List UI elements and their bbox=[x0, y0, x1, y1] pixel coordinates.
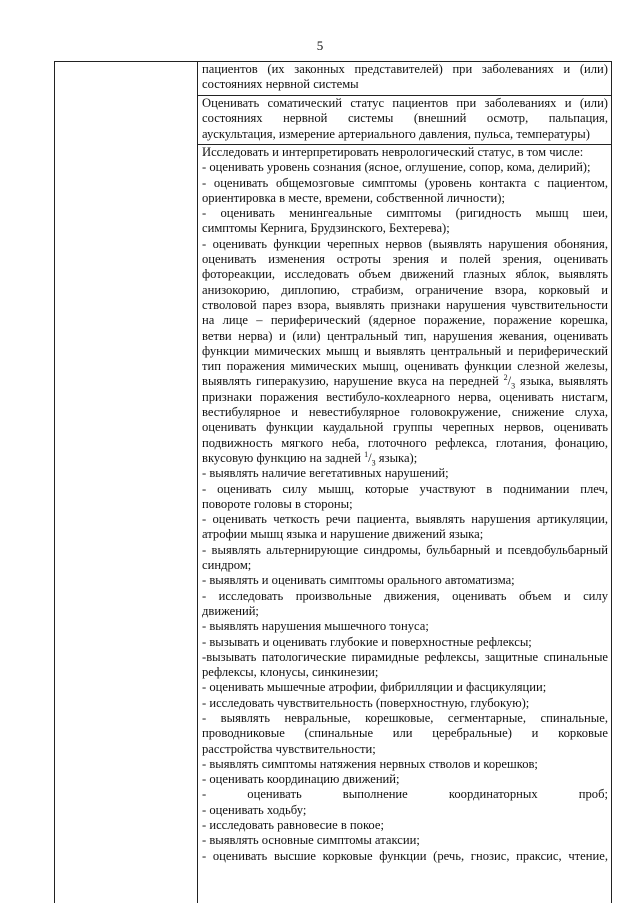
row3-line: ветви нерва) и (или) центральный тип, нарушения жевания, оценивать bbox=[202, 328, 608, 343]
row3-block-c bbox=[202, 466, 608, 864]
row3-line: ориентировка в месте, времени, собственной личности); bbox=[202, 190, 505, 205]
row3-line: - исследовать чувствительность (поверхностную, глубокую); bbox=[202, 695, 530, 710]
row3-line: - выявлять и оценивать симптомы орального автоматизма; bbox=[202, 573, 515, 588]
row3-line: проводниковые (спинальные или церебральные) и корковые bbox=[202, 726, 608, 741]
row3-line: - исследовать равновесие в покое; bbox=[202, 818, 384, 833]
row3-line: на лице – периферический (ядерное поражение, поражение корешка, bbox=[202, 313, 608, 328]
row3-line: - оценивать четкость речи пациента, выявлять нарушения артикуляции, bbox=[202, 512, 608, 527]
row3-line: расстройства чувствительности; bbox=[202, 741, 376, 756]
table-row-3 bbox=[198, 145, 612, 864]
table-row-1 bbox=[198, 62, 612, 96]
row3-fraction-line-1: выявлять гиперакузию, нарушение вкуса на передней $^2/_3$ языка, выявлять bbox=[202, 373, 608, 391]
row3-line: - оценивать функции черепных нервов (выявлять нарушения обоняния, bbox=[202, 236, 608, 251]
row3-line: оценивать функции каудальной группы черепных нервов, оценивать bbox=[202, 420, 608, 435]
row3-line: фотореакции, исследовать объем движений глазных яблок, выявлять bbox=[202, 267, 608, 282]
row3-line: - оценивать координацию движений; bbox=[202, 772, 400, 787]
row3-line: - оценивать менингеальные симптомы (ригидность мышц шеи, bbox=[202, 206, 608, 221]
row1-line: состояниях нервной системы bbox=[202, 77, 359, 92]
row3-line: синдром; bbox=[202, 558, 252, 573]
fraction-line-1-pre: выявлять гиперакузию, нарушение вкуса на передней bbox=[202, 374, 504, 389]
fraction-1-denominator: 3 bbox=[511, 381, 516, 391]
row3-line: подвижность мягкого неба, глоточного рефлекса, глотания, фонацию, bbox=[202, 435, 608, 450]
row3-line: - оценивать уровень сознания (ясное, оглушение, сопор, кома, делирий); bbox=[202, 160, 591, 175]
row2-line: аускультация, измерение артериального давления, пульса, температуры) bbox=[202, 126, 590, 141]
fraction-line-1-post: языка, выявлять bbox=[515, 374, 608, 389]
row3-line: Исследовать и интерпретировать неврологический статус, в том числе: bbox=[202, 145, 584, 159]
row3-line: симптомы Кернига, Брудзинского, Бехтерева); bbox=[202, 221, 450, 236]
row3-line: - выявлять основные симптомы атаксии; bbox=[202, 833, 420, 848]
row3-line: - оценивать мышечные атрофии, фибрилляции и фасцикуляции; bbox=[202, 680, 547, 695]
row3-fraction-line-2: вкусовую функцию на задней $^1/_3$ языка); bbox=[202, 449, 418, 468]
row3-line: -вызывать патологические пирамидные рефлексы, защитные спинальные bbox=[202, 649, 608, 664]
row3-line: тип поражения мимических мышц, оценивать функции слезной железы, bbox=[202, 359, 608, 374]
row3-line: - оценивать высшие корковые функции (речь, гнозис, праксис, чтение, bbox=[202, 848, 608, 863]
row3-line: - оценивать общемозговые симптомы (уровень контакта с пациентом, bbox=[202, 175, 608, 190]
row1-line: пациентов (их законных представителей) при заболеваниях и (или) bbox=[202, 62, 608, 76]
fraction-2-denominator: 3 bbox=[371, 458, 376, 468]
row3-block-b bbox=[202, 390, 608, 451]
row3-line: атрофии мышц языка и нарушение движений языка; bbox=[202, 527, 484, 542]
row3-block-a bbox=[202, 145, 608, 374]
page-number: 5 bbox=[316, 38, 324, 53]
row3-line: повороте головы в стороны; bbox=[202, 496, 353, 511]
row3-line: - выявлять невральные, корешковые, сегментарные, спинальные, bbox=[202, 710, 608, 725]
row3-line: вестибулярное и невестибулярное головокружение, снижение слуха, bbox=[202, 405, 608, 420]
row3-line: функции мимических мышц и выявлять центральный и периферический bbox=[202, 343, 608, 358]
fraction-2-numerator: 1 bbox=[364, 449, 369, 459]
row3-line: - исследовать произвольные движения, оценивать объем и силу bbox=[202, 588, 608, 603]
row3-line: - выявлять альтернирующие синдромы, бульбарный и псевдобульбарный bbox=[202, 542, 608, 557]
row3-line: стволовой парез взора, выявлять признаки нарушения чувствительности bbox=[202, 297, 608, 312]
row3-line: - выявлять нарушения мышечного тонуса; bbox=[202, 619, 429, 634]
row3-line: - выявлять наличие вегетативных нарушений; bbox=[202, 466, 449, 481]
row3-line: движений; bbox=[202, 603, 259, 618]
row2-line: Оценивать соматический статус пациентов при заболеваниях и (или) bbox=[202, 96, 608, 110]
row3-line: признаки поражения вестибуло-кохлеарного нерва, оценивать нистагм, bbox=[202, 389, 608, 404]
fraction-1-numerator: 2 bbox=[503, 373, 508, 383]
fraction-line-2-post: языка); bbox=[375, 450, 418, 465]
row3-line: - оценивать выполнение координаторных проб; bbox=[202, 787, 608, 802]
row3-line: - вызывать и оценивать глубокие и поверхностные рефлексы; bbox=[202, 634, 532, 649]
fraction-line-2-pre: вкусовую функцию на задней bbox=[202, 450, 365, 465]
row3-line: - оценивать ходьбу; bbox=[202, 802, 307, 817]
row3-line: оценивать изменения остроты зрения и полей зрения, оценивать bbox=[202, 252, 608, 267]
row3-line: - оценивать силу мышц, которые участвуют в поднимании плеч, bbox=[202, 481, 608, 496]
row3-line: рефлексы, клонусы, синкинезии; bbox=[202, 665, 379, 680]
row3-line: анизокорию, диплопию, страбизм, ограничение взора, корковый и bbox=[202, 282, 608, 297]
row3-line: - выявлять симптомы натяжения нервных стволов и корешков; bbox=[202, 756, 538, 771]
row2-line: состояниях нервной системы (внешний осмотр, пальпация, bbox=[202, 111, 608, 126]
table-row-2 bbox=[198, 96, 612, 145]
